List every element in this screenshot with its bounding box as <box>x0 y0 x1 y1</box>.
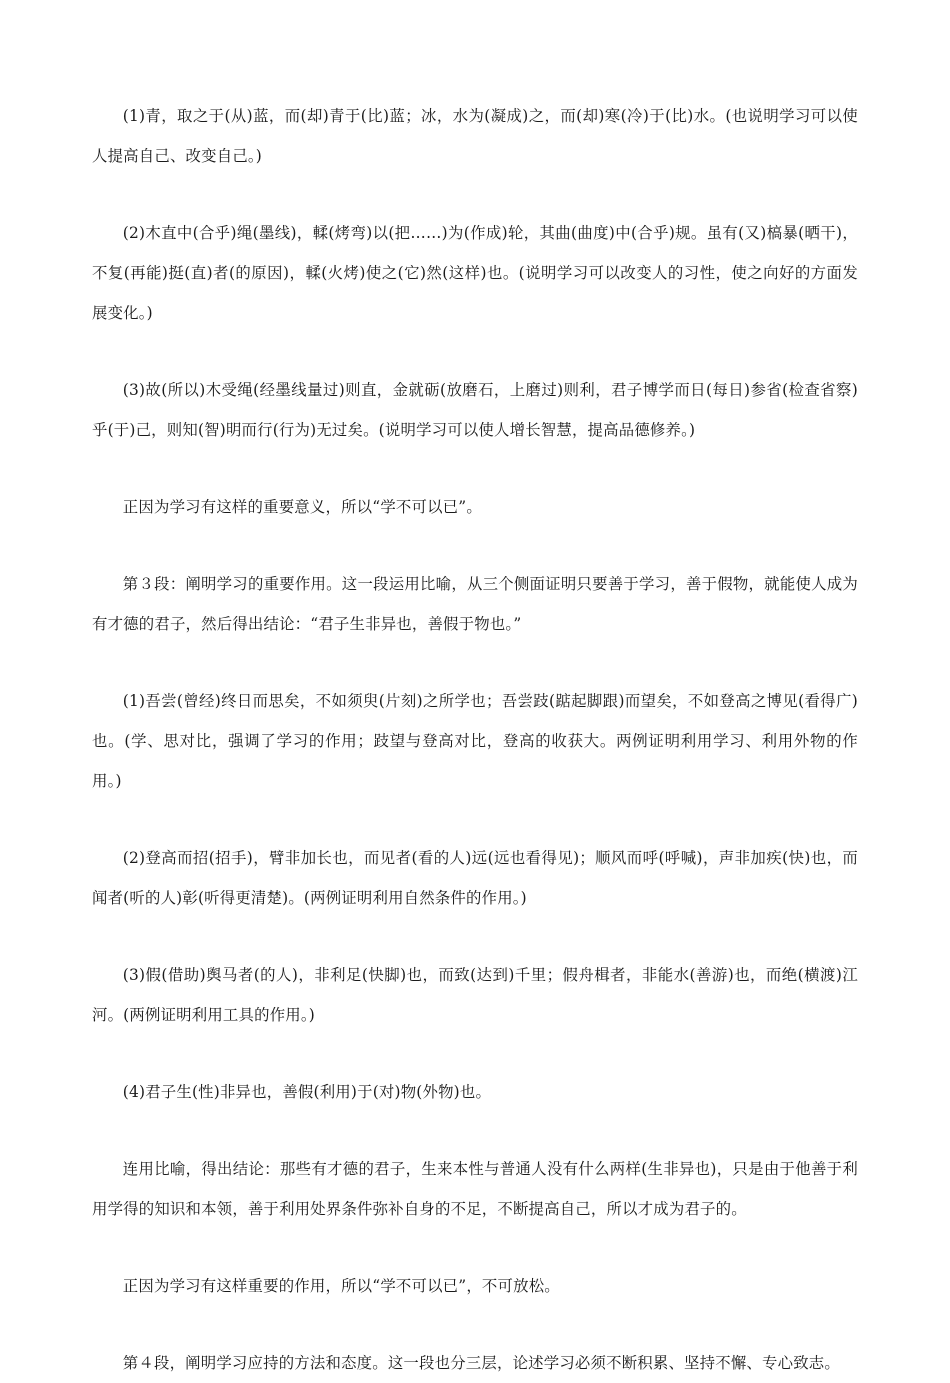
paragraph-12: 第４段，阐明学习应持的方法和态度。这一段也分三层，论述学习必须不断积累、坚持不懈、专心致志。 <box>122 1354 840 1372</box>
paragraph-4: 正因为学习有这样的重要意义，所以“学不可以已”。 <box>122 498 482 516</box>
paragraph-2: (2)木直中(合乎)绳(墨线)，輮(烤弯)以(把……)为(作成)轮，其曲(曲度)中(合乎)规。虽有(又)槁暴(晒干)，不复(再能)挺(直)者(的原因)，輮(火烤)使之(它)然(这样)也。(说明学习可以改变人的习性，使之向好的方面发展变化。) <box>92 224 858 322</box>
paragraph-1: (1)青，取之于(从)蓝，而(却)青于(比)蓝；冰，水为(凝成)之，而(却)寒(冷)于(比)水。(也说明学习可以使人提高自己、改变自己。) <box>92 107 858 165</box>
paragraph-10: 连用比喻，得出结论：那些有才德的君子，生来本性与普通人没有什么两样(生非异也)，只是由于他善于利用学得的知识和本领，善于利用处界条件弥补自身的不足，不断提高自己，所以才成为君子的。 <box>92 1160 858 1218</box>
document-body <box>92 96 858 1383</box>
paragraph-8: (3)假(借助)舆马者(的人)，非利足(快脚)也，而致(达到)千里；假舟楫者，非能水(善游)也，而绝(横渡)江河。(两例证明利用工具的作用。) <box>92 966 858 1024</box>
paragraph-5: 第３段：阐明学习的重要作用。这一段运用比喻，从三个侧面证明只要善于学习，善于假物，就能使人成为有才德的君子，然后得出结论：“君子生非异也，善假于物也。” <box>92 575 858 633</box>
paragraph-11: 正因为学习有这样重要的作用，所以“学不可以已”，不可放松。 <box>122 1277 560 1295</box>
paragraph-3: (3)故(所以)木受绳(经墨线量过)则直，金就砺(放磨石，上磨过)则利，君子博学而日(每日)参省(检查省察)乎(于)己，则知(智)明而行(行为)无过矣。(说明学习可以使人增长智慧，提高品德修养。) <box>92 381 858 439</box>
paragraph-9: (4)君子生(性)非异也，善假(利用)于(对)物(外物)也。 <box>122 1083 492 1101</box>
paragraph-6: (1)吾尝(曾经)终日而思矣，不如须臾(片刻)之所学也；吾尝跂(踮起脚跟)而望矣，不如登高之博见(看得广)也。(学、思对比，强调了学习的作用；跂望与登高对比，登高的收获大。两例证明利用学习、利用外物的作用。) <box>92 692 858 790</box>
paragraph-7: (2)登高而招(招手)，臂非加长也，而见者(看的人)远(远也看得见)；顺风而呼(呼喊)，声非加疾(快)也，而闻者(听的人)彰(听得更清楚)。(两例证明利用自然条件的作用。) <box>92 849 858 907</box>
